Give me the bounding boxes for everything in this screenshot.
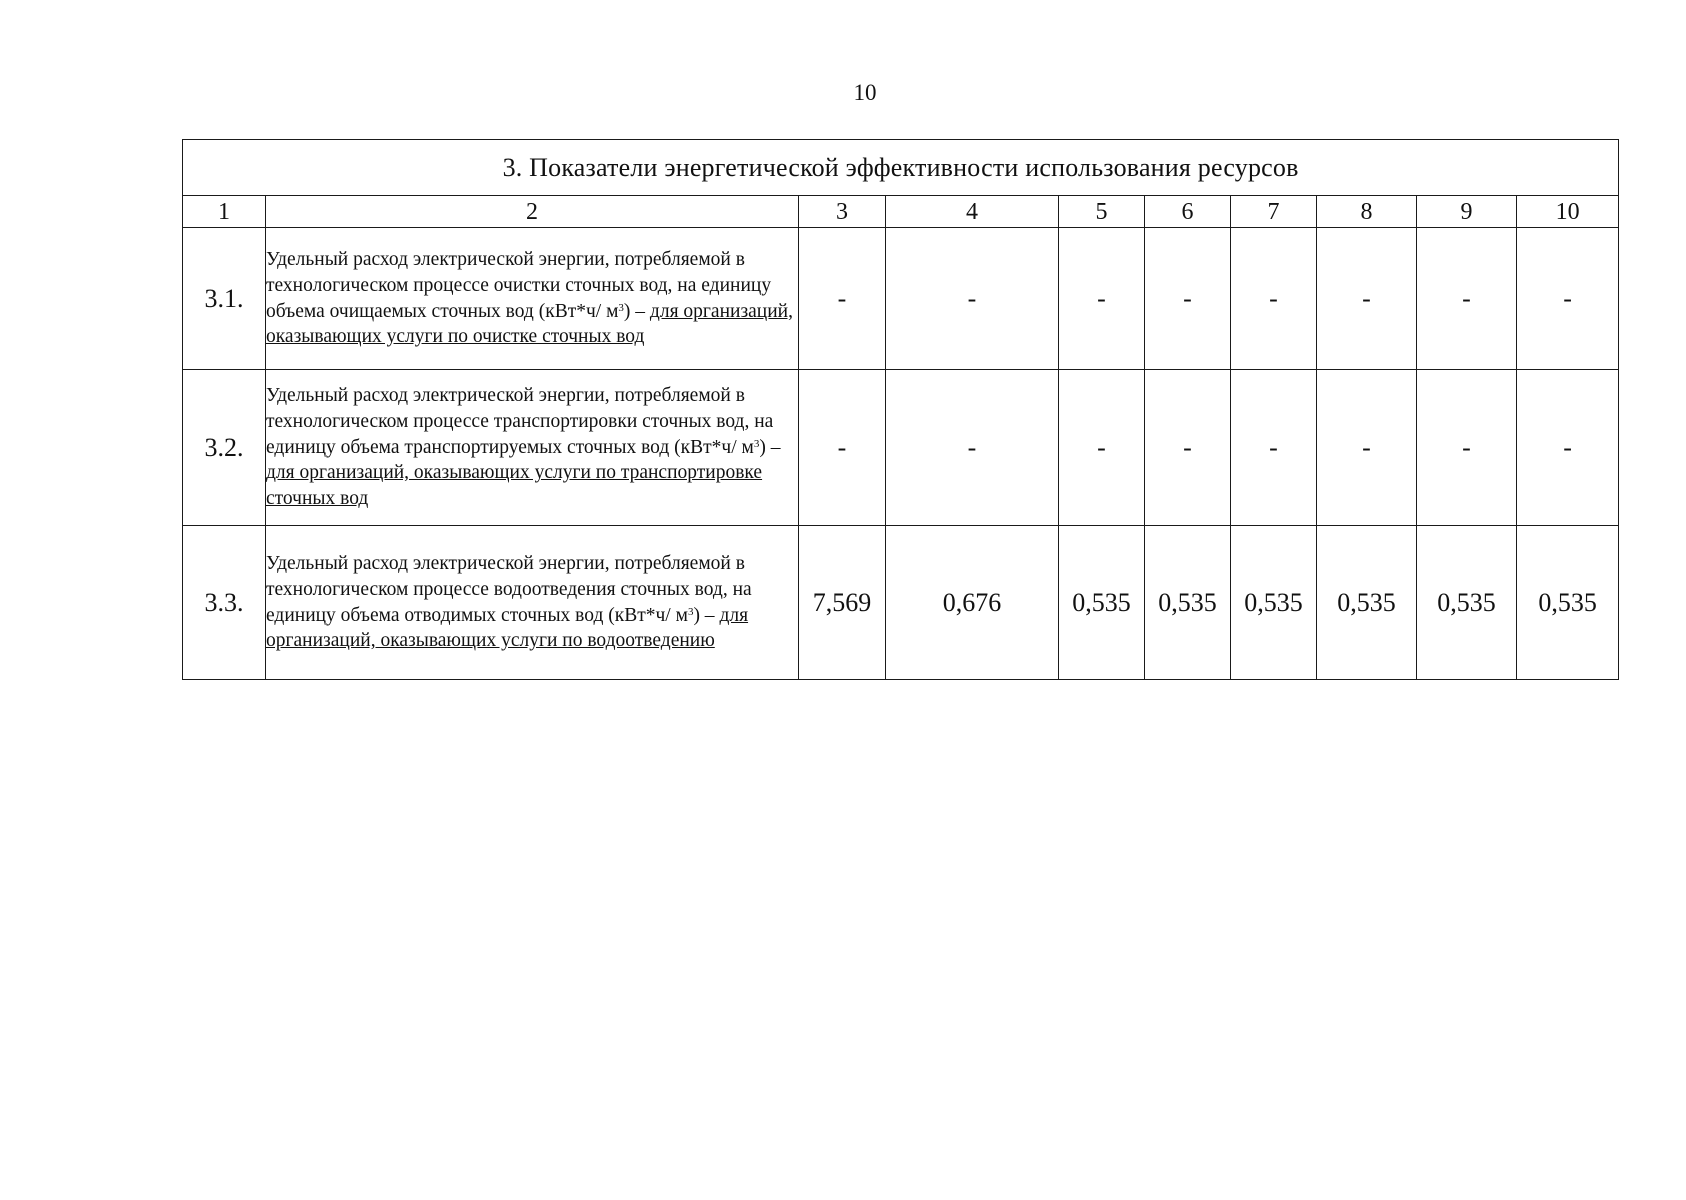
value-cell: - [1517, 228, 1619, 370]
row-number: 3.1. [183, 228, 266, 370]
description-text: Удельный расход электрической энергии, потребляемой в технологическом процессе очистки сточных вод, на единицу объема очищаемых сточных вод (кВт*ч/ м [266, 249, 772, 322]
column-number: 8 [1317, 196, 1417, 228]
value-cell: - [1145, 228, 1231, 370]
organization-type-note: для организаций, оказывающих услуги по транспортировке сточных вод [266, 462, 763, 510]
row-description [266, 370, 799, 526]
page-number: 10 [853, 80, 877, 105]
value-cell: - [799, 228, 886, 370]
organization-type-note: для организаций, оказывающих услуги по очистке сточных вод [266, 300, 793, 348]
value-cell: - [1145, 370, 1231, 526]
table-row [183, 228, 1619, 370]
value-cell: 0,535 [1059, 526, 1145, 680]
column-number: 5 [1059, 196, 1145, 228]
description-text: Удельный расход электрической энергии, потребляемой в технологическом процессе транспортировки сточных вод, на единицу объема транспортируемых сточных вод (кВт*ч/ м [266, 385, 774, 458]
value-cell: - [1317, 370, 1417, 526]
column-number: 3 [799, 196, 886, 228]
column-number: 1 [183, 196, 266, 228]
value-cell: 0,535 [1231, 526, 1317, 680]
row-description [266, 228, 799, 370]
unit-superscript: 3 [618, 301, 624, 314]
organization-type-note: для организаций, оказывающих услуги по водоотведению [266, 604, 749, 652]
unit-superscript: 3 [687, 605, 694, 618]
value-cell: - [886, 370, 1059, 526]
table-row [183, 526, 1619, 680]
column-number: 6 [1145, 196, 1231, 228]
value-cell: - [1417, 228, 1517, 370]
value-cell: - [1059, 228, 1145, 370]
value-cell: - [1317, 228, 1417, 370]
section-title: 3. Показатели энергетической эффективности использования ресурсов [183, 140, 1619, 196]
column-number: 4 [886, 196, 1059, 228]
row-number: 3.3. [183, 526, 266, 680]
value-cell: - [1231, 370, 1317, 526]
column-number: 7 [1231, 196, 1317, 228]
row-number: 3.2. [183, 370, 266, 526]
description-closing: ) – [693, 604, 720, 626]
value-cell: - [886, 228, 1059, 370]
section-title-row [183, 140, 1619, 196]
value-cell: - [799, 370, 886, 526]
table-row [183, 370, 1619, 526]
unit-superscript: 3 [753, 437, 760, 450]
description-text: Удельный расход электрической энергии, потребляемой в технологическом процессе водоотведения сточных вод, на единицу объема отводимых сточных вод (кВт*ч/ м [266, 553, 752, 626]
value-cell: - [1417, 370, 1517, 526]
value-cell: 0,535 [1317, 526, 1417, 680]
column-number-row [183, 196, 1619, 228]
column-number: 10 [1517, 196, 1619, 228]
column-number: 9 [1417, 196, 1517, 228]
value-cell: 0,535 [1517, 526, 1619, 680]
column-number: 2 [266, 196, 799, 228]
description-closing: ) – [623, 300, 650, 322]
energy-efficiency-table [182, 139, 1619, 680]
value-cell: 7,569 [799, 526, 886, 680]
value-cell: 0,535 [1417, 526, 1517, 680]
value-cell: 0,535 [1145, 526, 1231, 680]
value-cell: 0,676 [886, 526, 1059, 680]
row-description [266, 526, 799, 680]
value-cell: - [1059, 370, 1145, 526]
value-cell: - [1231, 228, 1317, 370]
description-closing: ) – [759, 436, 781, 458]
value-cell: - [1517, 370, 1619, 526]
